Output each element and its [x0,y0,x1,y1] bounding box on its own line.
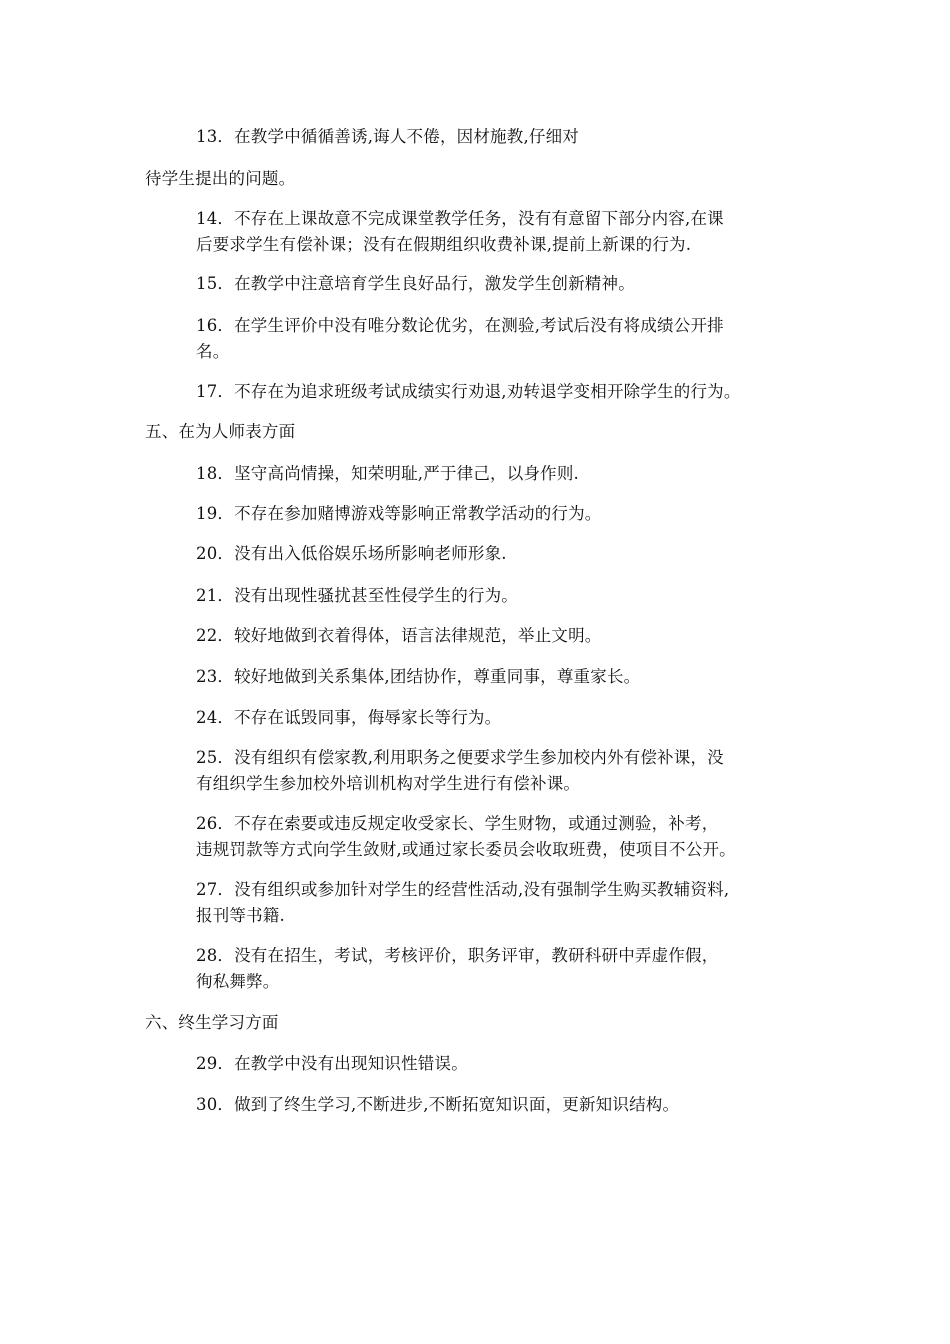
item-28-line-1: 28．没有在招生，考试，考核评价，职务评审，教研科研中弄虚作假， [196,946,719,965]
item-27-line-2: 报刊等书籍. [196,906,285,925]
item-30: 30．做到了终生学习,不断进步,不断拓宽知识面，更新知识结构。 [196,1095,680,1114]
item-28-line-2: 徇私舞弊。 [196,972,280,991]
item-15: 15．在教学中注意培育学生良好品行，激发学生创新精神。 [196,274,635,293]
item-25-line-1: 25．没有组织有偿家教,利用职务之便要求学生参加校内外有偿补课，没 [196,748,724,767]
section-heading-6: 六、终生学习方面 [145,1013,279,1032]
item-19: 19．不存在参加赌博游戏等影响正常教学活动的行为。 [196,504,602,523]
item-29: 29．在教学中没有出现知识性错误。 [196,1054,468,1073]
item-24: 24．不存在诋毁同事，侮辱家长等行为。 [196,708,502,727]
item-27-line-1: 27．没有组织或参加针对学生的经营性活动,没有强制学生购买教辅资料, [196,880,730,899]
section-heading-5: 五、在为人师表方面 [145,422,296,441]
item-17: 17．不存在为追求班级考试成绩实行劝退,劝转退学变相开除学生的行为。 [196,382,741,401]
item-26-line-2: 违规罚款等方式向学生敛财,或通过家长委员会收取班费，使项目不公开。 [196,840,736,859]
item-25-line-2: 有组织学生参加校外培训机构对学生进行有偿补课。 [196,774,581,793]
item-13-line-1: 13．在教学中循循善诱,诲人不倦，因材施教,仔细对 [196,127,579,146]
item-26-line-1: 26．不存在索要或违反规定收受家长、学生财物，或通过测验，补考， [196,814,719,833]
item-18: 18．坚守高尚情操，知荣明耻,严于律己，以身作则. [196,464,579,483]
item-14-line-2: 后要求学生有偿补课；没有在假期组织收费补课,提前上新课的行为. [196,235,692,254]
item-14-line-1: 14．不存在上课故意不完成课堂教学任务，没有有意留下部分内容,在课 [196,209,724,228]
item-20: 20．没有出入低俗娱乐场所影响老师形象. [196,544,507,563]
item-22: 22．较好地做到衣着得体，语言法律规范，举止文明。 [196,626,602,645]
item-16-line-1: 16．在学生评价中没有唯分数论优劣，在测验,考试后没有将成绩公开排 [196,316,724,335]
item-21: 21．没有出现性骚扰甚至性侵学生的行为。 [196,586,518,605]
item-13-line-2: 待学生提出的问题。 [145,169,296,188]
item-16-line-2: 名。 [196,342,230,361]
item-23: 23．较好地做到关系集体,团结协作，尊重同事，尊重家长。 [196,667,641,686]
